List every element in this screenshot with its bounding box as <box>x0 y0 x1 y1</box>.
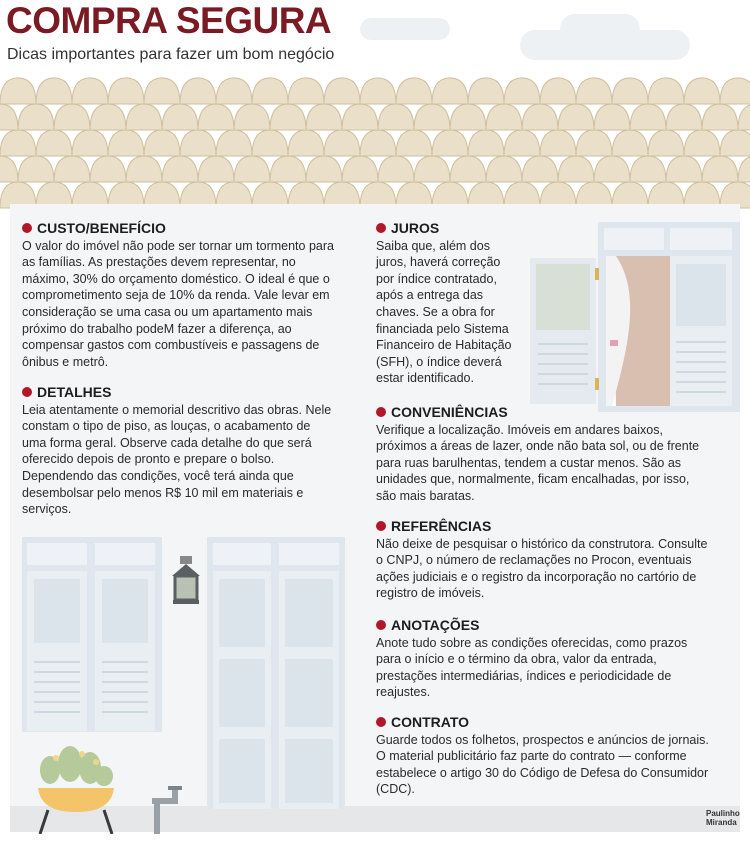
roof-tile <box>432 130 468 156</box>
roof-tile <box>54 156 90 182</box>
page-subtitle: Dicas importantes para fazer um bom negócio <box>7 46 335 63</box>
roof-tile <box>234 104 270 130</box>
roof-tile <box>432 78 468 104</box>
roof-tile <box>720 78 750 104</box>
roof-tile <box>414 156 450 182</box>
roof-tile <box>378 104 414 130</box>
plant-pot-illustration <box>30 740 122 834</box>
roof-tile <box>108 130 144 156</box>
roof-tile <box>162 104 198 130</box>
wall-lamp-illustration <box>166 556 206 608</box>
roof-tile <box>738 156 750 182</box>
section-text: Guarde todos os folhetos, prospectos e anúncios de jornais. O material publicitário faz parte do contrato — conforme estabelece o artigo 30 do Código de Defesa do Consumidor (CDC). <box>376 732 709 797</box>
roof-tile <box>90 156 126 182</box>
section-referencias <box>376 518 708 602</box>
roof-tile <box>324 130 360 156</box>
roof-tile <box>360 130 396 156</box>
roof-tile <box>594 156 630 182</box>
roof-tile <box>738 104 750 130</box>
window-shutters-illustration <box>22 537 162 732</box>
section-title: DETALHES <box>37 384 112 400</box>
roof-tile <box>684 130 720 156</box>
roof-tile <box>270 156 306 182</box>
roof-tile <box>540 78 576 104</box>
roof-tile <box>612 78 648 104</box>
section-juros <box>376 220 516 387</box>
section-title: ANOTAÇÕES <box>391 617 480 633</box>
section-title: CONVENIÊNCIAS <box>391 404 508 420</box>
roof-tile <box>522 156 558 182</box>
author-credit <box>706 809 740 827</box>
credit-line: Miranda <box>706 818 737 827</box>
cloud-decoration <box>560 14 640 44</box>
roof-tile <box>0 78 36 104</box>
roof-tile <box>576 130 612 156</box>
roof-tile <box>144 130 180 156</box>
section-custo-beneficio <box>22 220 334 370</box>
roof-tile <box>396 130 432 156</box>
roof-tile <box>306 104 342 130</box>
roof-tile <box>702 104 738 130</box>
roof-tile <box>486 156 522 182</box>
bullet-icon <box>376 620 386 630</box>
roof-tile <box>702 156 738 182</box>
roof-tile <box>468 130 504 156</box>
section-text: Verifique a localização. Imóveis em andares baixos, próximos a áreas de lazer, onde não bata sol, ou de frente para ruas barulhentas, tendem a custar menos. São as unidades que, normalmente, ficam encalhadas, por isso, são mais baratas. <box>376 422 700 503</box>
roof-tile <box>216 130 252 156</box>
section-conveniencias <box>376 404 706 505</box>
roof-tile <box>270 104 306 130</box>
roof-tile <box>72 130 108 156</box>
roof-tile <box>414 104 450 130</box>
bullet-icon <box>376 521 386 531</box>
roof-tile <box>36 78 72 104</box>
section-text: O valor do imóvel não pode ser tornar um tormento para as famílias. As prestações devem representar, no máximo, 30% do orçamento doméstico. O ideal é que o comprometimento seja de 10% da renda. Vale levar em consideração se uma casa ou um apartamento mais próximo do trabalho podeM fazer a diferença, ao compensar gastos com combustíveis e passagens de ônibus e metrô. <box>22 238 334 369</box>
roof-tile <box>558 104 594 130</box>
roof-tile <box>630 156 666 182</box>
bullet-icon <box>376 717 386 727</box>
roof-tile <box>504 78 540 104</box>
roof-tile <box>126 156 162 182</box>
roof-tile <box>162 156 198 182</box>
roof-tile <box>324 78 360 104</box>
roof-tile <box>216 78 252 104</box>
roof-tile <box>288 78 324 104</box>
roof-tile <box>54 104 90 130</box>
roof-tile <box>594 104 630 130</box>
section-title: JUROS <box>391 220 440 236</box>
roof-tile <box>18 104 54 130</box>
roof-tile <box>90 104 126 130</box>
window-curtain-illustration <box>530 222 740 412</box>
section-detalhes <box>22 384 334 518</box>
faucet-illustration <box>148 784 188 834</box>
section-text: Anote tudo sobre as condições oferecidas, como prazos para o início e o término da obra, valor da entrada, prestações intermediárias, índices e periodicidade de reajustes. <box>376 635 688 700</box>
roof-tile <box>504 130 540 156</box>
cloud-decoration <box>360 18 450 40</box>
roof-tile <box>198 104 234 130</box>
section-title: CONTRATO <box>391 714 470 730</box>
roof-tile <box>576 78 612 104</box>
roof-tile <box>0 104 18 130</box>
roof-tile <box>252 78 288 104</box>
roof-tile <box>126 104 162 130</box>
roof-tile <box>72 78 108 104</box>
credit-line: Paulinho <box>706 809 740 818</box>
bullet-icon <box>376 223 386 233</box>
roof-tile <box>144 78 180 104</box>
section-anotacoes <box>376 617 688 701</box>
roof-tile <box>450 104 486 130</box>
roof-tile <box>18 156 54 182</box>
section-text: Não deixe de pesquisar o histórico da construtora. Consulte o CNPJ, o número de reclamações no Procon, eventuais ações judiciais e o registro da incorporação no cartório de registro de imóveis. <box>376 536 708 601</box>
roof-tile <box>198 156 234 182</box>
bullet-icon <box>22 223 32 233</box>
front-door-illustration <box>207 537 345 809</box>
roof-tile <box>108 78 144 104</box>
roof-tile <box>486 104 522 130</box>
roof-tile <box>720 130 750 156</box>
roof-tile <box>180 78 216 104</box>
roof-tile <box>648 130 684 156</box>
roof-tile <box>36 130 72 156</box>
roof-tile <box>630 104 666 130</box>
bullet-icon <box>22 387 32 397</box>
section-title: REFERÊNCIAS <box>391 518 492 534</box>
roof-tile <box>540 130 576 156</box>
roof-tile <box>558 156 594 182</box>
roof-tile <box>0 156 18 182</box>
roof-tile <box>522 104 558 130</box>
roof-tile <box>396 78 432 104</box>
roof-tile <box>234 156 270 182</box>
roof-tile <box>360 78 396 104</box>
bullet-icon <box>376 407 386 417</box>
roof-tile <box>342 156 378 182</box>
roof-tile <box>648 78 684 104</box>
section-text: Saiba que, além dos juros, haverá correção por índice contratado, após a entrega das chaves. Se a obra for financiada pelo Sistema Financeiro de Habitação (SFH), o índice deverá estar identificado. <box>376 238 512 386</box>
page-title: COMPRA SEGURA <box>6 0 332 41</box>
roof-tiles-illustration <box>0 74 750 212</box>
roof-tile <box>684 78 720 104</box>
roof-tile <box>180 130 216 156</box>
section-title: CUSTO/BENEFÍCIO <box>37 220 166 236</box>
roof-tile <box>666 156 702 182</box>
roof-tile <box>306 156 342 182</box>
roof-tile <box>666 104 702 130</box>
roof-tile <box>468 78 504 104</box>
roof-tile <box>378 156 414 182</box>
section-contrato <box>376 714 712 798</box>
section-text: Leia atentamente o memorial descritivo das obras. Nele constam o tipo de piso, as louças, o acabamento de uma forma geral. Observe cada detalhe do que será oferecido depois de pronto e prepare o bolso. Dependendo das condições, você terá ainda que desembolsar pelo menos R$ 10 mil em materiais e serviços. <box>22 402 332 517</box>
roof-tile <box>0 130 36 156</box>
roof-tile <box>612 130 648 156</box>
roof-tile <box>342 104 378 130</box>
roof-tile <box>288 130 324 156</box>
roof-tile <box>450 156 486 182</box>
roof-tile <box>252 130 288 156</box>
